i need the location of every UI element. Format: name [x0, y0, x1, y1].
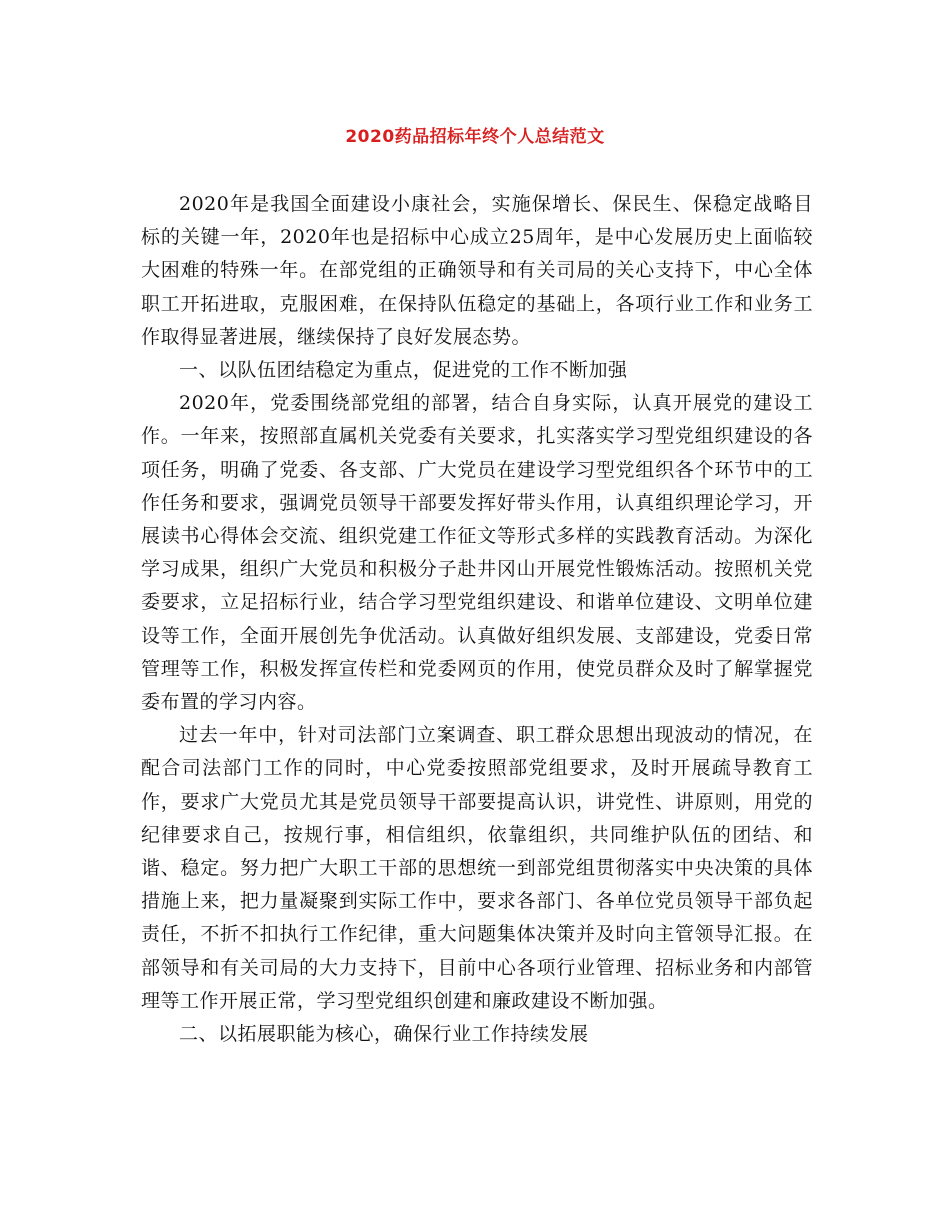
- section-heading-2: 二、以拓展职能为核心，确保行业工作持续发展: [179, 1023, 589, 1046]
- document-body: [141, 188, 813, 1051]
- paragraph-past-year: 过去一年中，针对司法部门立案调查、职工群众思想出现波动的情况，在配合司法部门工作的同时，中心党委按照部党组要求，及时开展疏导教育工作，要求广大党员尤其是党员领导干部要提高认识，讲党性、讲原则，用党的纪律要求自己，按规行事，相信组织，依靠组织，共同维护队伍的团结、和谐、稳定。努力把广大职工干部的思想统一到部党组贯彻落实中央决策的具体措施上来，把力量凝聚到实际工作中，要求各部门、各单位党员领导干部负起责任，不折不扣执行工作纪律，重大问题集体决策并及时向主管领导汇报。在部领导和有关司局的大力支持下，目前中心各项行业管理、招标业务和内部管理等工作开展正常，学习型党组织创建和廉政建设不断加强。: [141, 724, 813, 1012]
- paragraph-intro: 2020年是我国全面建设小康社会，实施保增长、保民生、保稳定战略目标的关键一年，2020年也是招标中心成立25周年，是中心发展历史上面临较大困难的特殊一年。在部党组的正确领导和有关司局的关心支持下，中心全体职工开拓进取，克服困难，在保持队伍稳定的基础上，各项行业工作和业务工作取得显著进展，继续保持了良好发展态势。: [141, 193, 813, 348]
- section-heading-1: 一、以队伍团结稳定为重点，促进党的工作不断加强: [179, 359, 628, 382]
- paragraph-party-building: 2020年，党委围绕部党组的部署，结合自身实际，认真开展党的建设工作。一年来，按照部直属机关党委有关要求，扎实落实学习型党组织建设的各项任务，明确了党委、各支部、广大党员在建设学习型党组织各个环节中的工作任务和要求，强调党员领导干部要发挥好带头作用，认真组织理论学习，开展读书心得体会交流、组织党建工作征文等形式多样的实践教育活动。为深化学习成果，组织广大党员和积极分子赴井冈山开展党性锻炼活动。按照机关党委要求，立足招标行业，结合学习型党组织建设、和谐单位建设、文明单位建设等工作，全面开展创先争优活动。认真做好组织发展、支部建设，党委日常管理等工作，积极发挥宣传栏和党委网页的作用，使党员群众及时了解掌握党委布置的学习内容。: [141, 392, 813, 714]
- document-title: 2020药品招标年终个人总结范文: [345, 127, 605, 147]
